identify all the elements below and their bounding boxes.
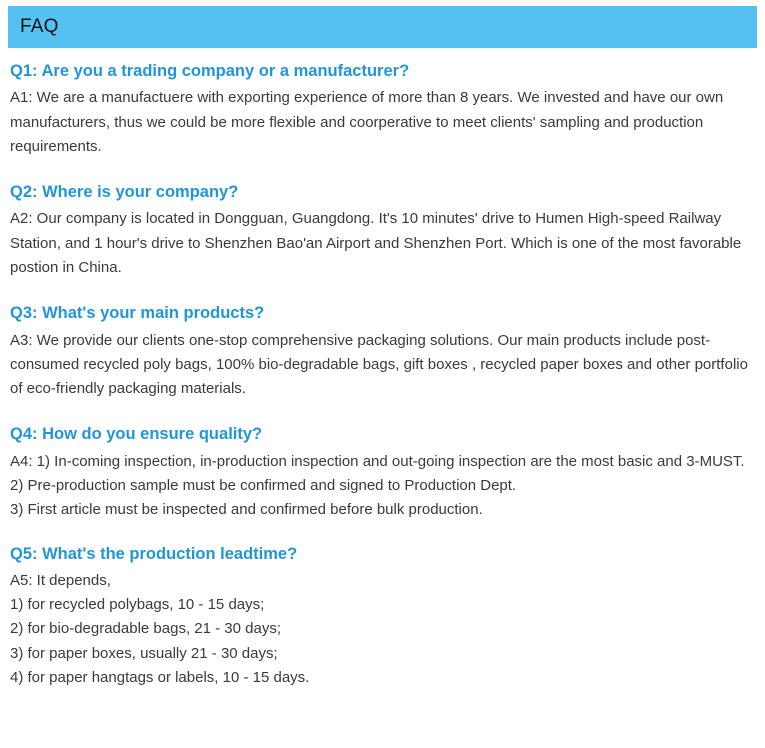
- faq-content: [10, 60, 755, 707]
- faq-question-5: Q5: What's the production leadtime?: [10, 544, 298, 563]
- faq-answer-4-line-3: 3) First article must be inspected and confirmed before bulk production.: [10, 501, 483, 519]
- faq-answer-5-line-1: A5: It depends,: [10, 571, 111, 589]
- faq-item-2: [10, 181, 755, 280]
- page-title: FAQ: [20, 16, 59, 37]
- faq-header-banner: [8, 6, 757, 48]
- faq-answer-5-line-5: 4) for paper hangtags or labels, 10 - 15 days.: [10, 669, 310, 687]
- faq-answer-5-line-2: 1) for recycled polybags, 10 - 15 days;: [10, 596, 265, 614]
- faq-answer-1-line-1: A1: We are a manufactuere with exporting experience of more than 8 years. We invested and have our own manufacturers, thus we could be more flexible and coorperative to meet clients' sampling and production requirements.: [10, 89, 724, 155]
- faq-item-1: [10, 60, 755, 159]
- faq-question-2: Q2: Where is your company?: [10, 183, 239, 202]
- faq-item-5: [10, 543, 755, 691]
- faq-question-3: Q3: What's your main products?: [10, 304, 265, 323]
- faq-answer-5-line-4: 3) for paper boxes, usually 21 - 30 days;: [10, 644, 278, 662]
- faq-answer-4-line-2: 2) Pre-production sample must be confirmed and signed to Production Dept.: [10, 477, 517, 495]
- faq-answer-4-line-1: A4: 1) In-coming inspection, in-production inspection and out-going inspection are the most basic and 3-MUST.: [10, 452, 745, 470]
- faq-question-4: Q4: How do you ensure quality?: [10, 425, 263, 444]
- faq-answer-2-line-1: A2: Our company is located in Dongguan, Guangdong. It's 10 minutes' drive to Humen High-speed Railway Station, and 1 hour's drive to Shenzhen Bao'an Airport and Shenzhen Port. Which is one of the most favorable postion in China.: [10, 210, 742, 277]
- faq-answer-5-line-3: 2) for bio-degradable bags, 21 - 30 days;: [10, 620, 282, 638]
- faq-answer-3-line-1: A3: We provide our clients one-stop comprehensive packaging solutions. Our main products include post-consumed recycled poly bags, 100% bio-degradable bags, gift boxes , recycled paper boxes and other portfolio of eco-friendly packaging materials.: [10, 331, 748, 398]
- faq-question-1: Q1: Are you a trading company or a manufacturer?: [10, 62, 410, 80]
- faq-item-4: [10, 423, 755, 522]
- faq-item-3: [10, 302, 755, 401]
